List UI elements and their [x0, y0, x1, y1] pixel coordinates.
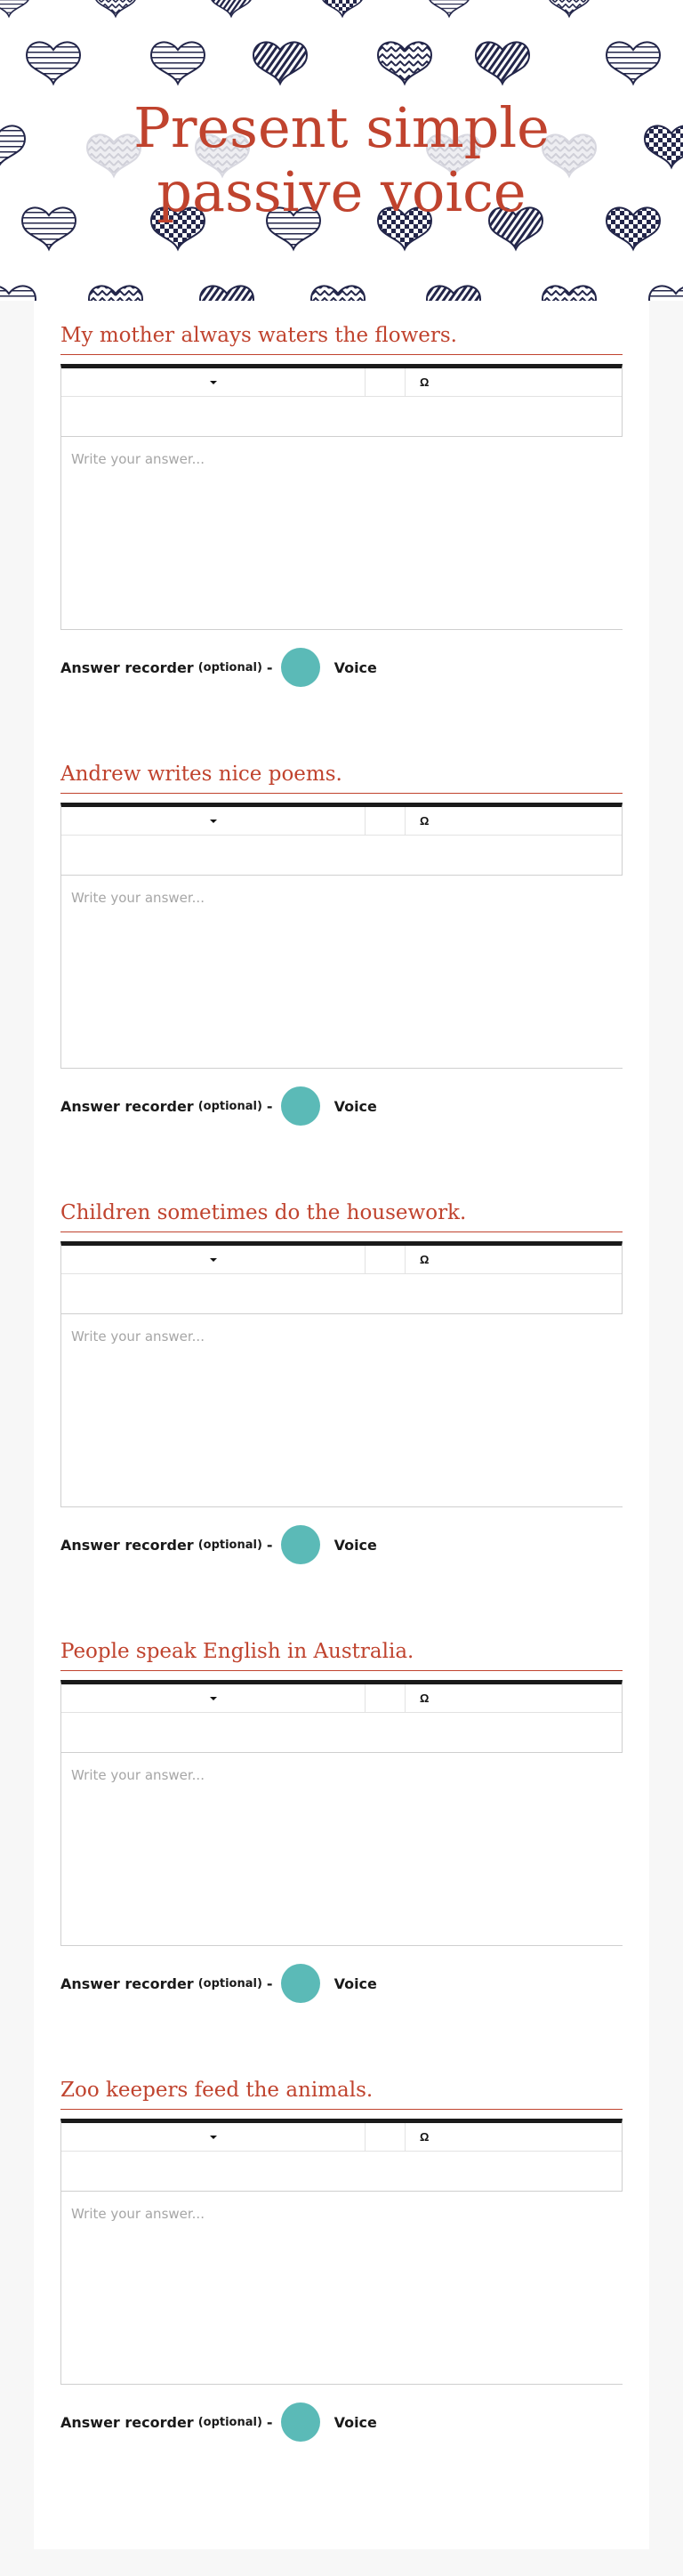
question-prompt: People speak English in Australia. [60, 1636, 623, 1671]
editor-toolbar [61, 1246, 622, 1274]
format-dropdown[interactable] [61, 1684, 366, 1712]
format-dropdown[interactable] [61, 2123, 366, 2151]
recorder-dash: - [266, 658, 273, 676]
answer-recorder [60, 648, 623, 687]
answer-input[interactable] [61, 1753, 623, 1945]
recorder-label: Answer recorder [60, 1097, 194, 1115]
recorder-label: Answer recorder [60, 1536, 194, 1554]
answer-input[interactable] [61, 2192, 623, 2384]
voice-label: Voice [333, 1536, 377, 1554]
special-characters-button[interactable] [406, 1246, 622, 1273]
answer-editor [60, 2119, 623, 2385]
record-button[interactable] [281, 648, 320, 687]
answer-recorder [60, 1525, 623, 1564]
recorder-dash: - [266, 1974, 273, 1992]
recorder-label: Answer recorder [60, 1974, 194, 1992]
answer-editor [60, 803, 623, 1069]
toolbar-spacer [366, 2123, 406, 2151]
answer-recorder [60, 2402, 623, 2442]
answer-editor [60, 364, 623, 630]
recorder-optional: (optional) [197, 1538, 262, 1552]
omega-icon: Ω [420, 2130, 430, 2144]
voice-label: Voice [333, 1097, 377, 1115]
page-title: Present simple passive voice [133, 95, 550, 224]
special-characters-button[interactable] [406, 807, 622, 835]
recorder-dash: - [266, 1097, 273, 1115]
header-banner [0, 0, 683, 301]
question-prompt: My mother always waters the flowers. [60, 320, 623, 355]
toolbar-spacer [366, 1246, 406, 1273]
special-characters-button[interactable] [406, 368, 622, 396]
recorder-label: Answer recorder [60, 2413, 194, 2431]
question-block [60, 1636, 623, 2003]
recorder-optional: (optional) [197, 660, 262, 674]
answer-input[interactable] [61, 437, 623, 629]
editor-toolbar [61, 1684, 622, 1713]
record-button[interactable] [281, 2402, 320, 2442]
editor-toolbar-row [61, 1713, 622, 1753]
record-button[interactable] [281, 1525, 320, 1564]
recorder-optional: (optional) [197, 1976, 262, 1991]
record-button[interactable] [281, 1964, 320, 2003]
chevron-down-icon [210, 381, 217, 384]
chevron-down-icon [210, 1697, 217, 1700]
question-prompt: Andrew writes nice poems. [60, 759, 623, 794]
editor-toolbar-row [61, 2152, 622, 2192]
editor-toolbar [61, 2123, 622, 2152]
voice-label: Voice [333, 2413, 377, 2431]
format-dropdown[interactable] [61, 1246, 366, 1273]
question-prompt: Children sometimes do the housework. [60, 1198, 623, 1232]
question-block [60, 759, 623, 1126]
question-block [60, 320, 623, 687]
format-dropdown[interactable] [61, 807, 366, 835]
record-button[interactable] [281, 1086, 320, 1126]
recorder-dash: - [266, 2413, 273, 2431]
editor-toolbar [61, 368, 622, 397]
voice-label: Voice [333, 1974, 377, 1992]
special-characters-button[interactable] [406, 1684, 622, 1712]
answer-editor [60, 1680, 623, 1946]
chevron-down-icon [210, 820, 217, 823]
answer-editor [60, 1241, 623, 1507]
toolbar-spacer [366, 1684, 406, 1712]
recorder-optional: (optional) [197, 2415, 262, 2429]
editor-toolbar-row [61, 397, 622, 437]
special-characters-button[interactable] [406, 2123, 622, 2151]
recorder-dash: - [266, 1536, 273, 1554]
answer-recorder [60, 1086, 623, 1126]
answer-recorder [60, 1964, 623, 2003]
editor-toolbar [61, 807, 622, 836]
answer-input[interactable] [61, 876, 623, 1068]
omega-icon: Ω [420, 1253, 430, 1266]
answer-input[interactable] [61, 1314, 623, 1506]
voice-label: Voice [333, 658, 377, 676]
editor-toolbar-row [61, 836, 622, 876]
toolbar-spacer [366, 807, 406, 835]
question-block [60, 2075, 623, 2442]
recorder-optional: (optional) [197, 1099, 262, 1113]
chevron-down-icon [210, 1258, 217, 1262]
omega-icon: Ω [420, 814, 430, 828]
question-prompt: Zoo keepers feed the animals. [60, 2075, 623, 2110]
editor-toolbar-row [61, 1274, 622, 1314]
chevron-down-icon [210, 2136, 217, 2139]
omega-icon: Ω [420, 1692, 430, 1705]
worksheet-card [34, 301, 649, 2549]
recorder-label: Answer recorder [60, 658, 194, 676]
omega-icon: Ω [420, 375, 430, 389]
toolbar-spacer [366, 368, 406, 396]
question-block [60, 1198, 623, 1564]
format-dropdown[interactable] [61, 368, 366, 396]
